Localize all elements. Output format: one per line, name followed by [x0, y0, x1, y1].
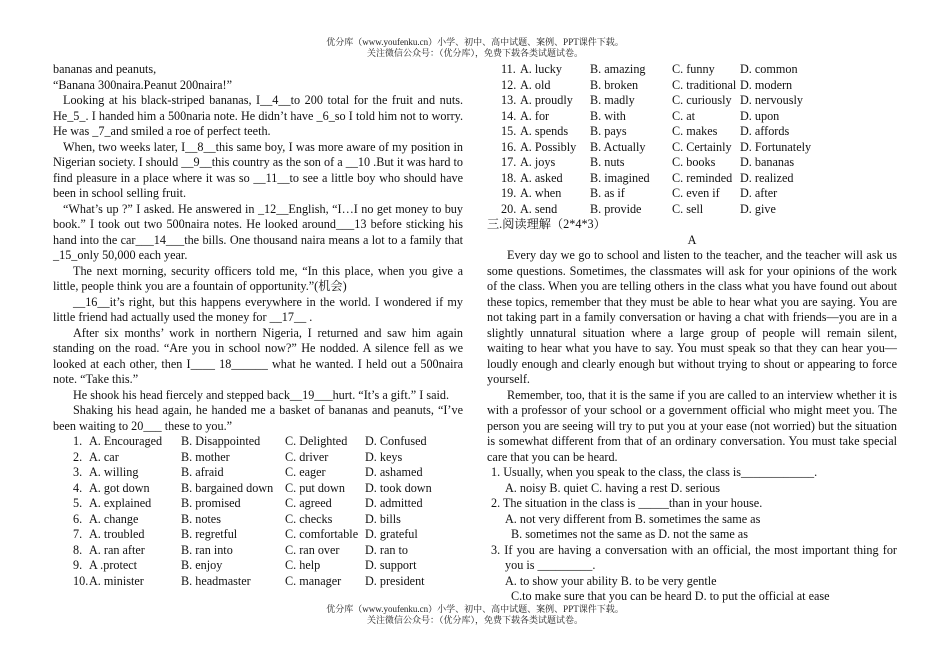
option-choice-d[interactable]: D. common [740, 62, 798, 76]
option-choice-d[interactable]: D. upon [740, 108, 780, 123]
option-number: 20. [501, 201, 517, 216]
option-choice-c[interactable]: C. agreed [285, 496, 332, 510]
reading-section-title: 三.阅读理解（2*4*3） [487, 217, 606, 231]
option-row [53, 465, 463, 481]
header-line-1: 优分库（www.youfenku.cn）小学、初中、高中试题、案例、PPT课件下载。 [326, 37, 624, 47]
option-number: 4. [73, 480, 83, 495]
option-row [53, 496, 463, 512]
option-choice-c[interactable]: C. Delighted [285, 434, 348, 448]
page-header [0, 37, 950, 59]
question-text: 3. If you are having a conversation with an official, the most important thing for you is _________. [491, 542, 897, 572]
option-row [53, 527, 463, 543]
option-number: 10. [73, 573, 89, 588]
option-choice-b[interactable]: B. mother [181, 449, 230, 464]
option-choice-b[interactable]: B. amazing [590, 62, 646, 76]
option-choice-a[interactable]: A. asked [520, 170, 563, 185]
option-choice-c[interactable]: C. funny [672, 62, 715, 76]
option-choice-c[interactable]: C. even if [672, 186, 720, 200]
option-choice-b[interactable]: B. promised [181, 496, 241, 510]
question-text: 1. Usually, when you speak to the class, the class is____________. [491, 465, 818, 479]
option-choice-b[interactable]: B. with [590, 108, 626, 123]
option-choice-a[interactable]: A. joys [520, 155, 556, 169]
option-choice-d[interactable]: D. president [365, 573, 425, 588]
option-row [487, 155, 897, 171]
option-choice-d[interactable]: D. after [740, 186, 778, 200]
option-number: 5. [73, 496, 83, 510]
option-choice-a[interactable]: A. proudly [520, 93, 573, 107]
option-choice-a[interactable]: A. when [520, 186, 562, 200]
passage-paragraph: When, two weeks later, I__8__this same boy, I was more aware of my position in Nigerian society. I should __9__this country as the son of a __10 .But it was hard to find pleasure in a place where it was so __11__to see a little boy who should have been in school selling fruit. [53, 139, 463, 200]
option-choice-b[interactable]: B. madly [590, 93, 635, 107]
option-choice-a[interactable]: A .protect [89, 558, 138, 572]
option-choice-b[interactable]: B. imagined [590, 170, 650, 185]
option-choice-d[interactable]: D. Fortunately [740, 139, 812, 154]
option-choice-c[interactable]: C. put down [285, 480, 345, 495]
reading-paragraph: Remember, too, that it is the same if you are called to an interview whether it is with a professor of your school or a government official who might meet you. The person you are seeing will try to put you at your ease (not worried) but the situation is somewhat different from that of an ordinary conversation. You must take special care that you can be heard. [487, 387, 897, 464]
option-choice-b[interactable]: B. enjoy [181, 558, 223, 572]
question-options: A. noisy B. quiet C. having a rest D. serious [505, 480, 720, 495]
passage-line: bananas and peanuts, [53, 62, 157, 76]
option-choice-c[interactable]: C. sell [672, 201, 704, 216]
option-choice-a[interactable]: A. old [520, 77, 551, 92]
option-choice-c[interactable]: C. ran over [285, 542, 340, 557]
option-choice-a[interactable]: A. Possibly [520, 139, 577, 154]
option-choice-d[interactable]: D. support [365, 558, 417, 572]
option-row [487, 109, 897, 125]
option-choice-d[interactable]: D. give [740, 201, 776, 216]
options-list-right [487, 62, 897, 217]
passage-paragraph: After six months’ work in northern Nigeria, I returned and saw him again standing on the road. “Are you in school now?” He nodded. A silence fell as we looked at each other, then I____ 18______ what he wanted. I held out a 500naira note. “Take this.” [53, 325, 463, 386]
passage-paragraph: __16__it’s right, but this happens everywhere in the world. I wondered if my little friend had actually used the money for __17__ . [53, 294, 463, 324]
option-choice-b[interactable]: B. Disappointed [181, 434, 261, 448]
option-choice-b[interactable]: B. afraid [181, 465, 224, 479]
option-row [53, 434, 463, 450]
option-choice-a[interactable]: A. spends [520, 124, 569, 138]
option-choice-d[interactable]: D. grateful [365, 527, 418, 541]
passage-paragraph: He shook his head fiercely and stepped back__19___hurt. “It’s a gift.” I said. [73, 387, 450, 402]
option-choice-c[interactable]: C. comfortable [285, 527, 359, 541]
option-choice-d[interactable]: D. bananas [740, 155, 795, 169]
option-choice-a[interactable]: A. Encouraged [89, 434, 163, 448]
option-choice-b[interactable]: B. nuts [590, 155, 625, 169]
footer-line-2: 关注微信公众号：（优分库），免费下载各类试题试卷。 [366, 615, 583, 625]
option-choice-b[interactable]: B. Actually [590, 139, 646, 154]
option-choice-a[interactable]: A. ran after [89, 542, 145, 557]
option-choice-c[interactable]: C. driver [285, 449, 329, 464]
option-row [53, 543, 463, 559]
option-number: 11. [501, 62, 516, 76]
option-choice-c[interactable]: C. manager [285, 573, 342, 588]
option-choice-a[interactable]: A. minister [89, 573, 144, 588]
option-number: 18. [501, 170, 517, 185]
option-number: 15. [501, 124, 517, 138]
option-number: 3. [73, 465, 83, 479]
option-row [53, 512, 463, 528]
option-choice-a[interactable]: A. change [89, 511, 139, 526]
reading-questions [487, 465, 897, 605]
passage-paragraph: Shaking his head again, he handed me a basket of bananas and peanuts, “I’ve been waiting to 20___ these to you.” [53, 403, 463, 433]
option-choice-c[interactable]: C. checks [285, 511, 333, 526]
left-column [53, 62, 463, 589]
option-choice-a[interactable]: A. explained [89, 496, 152, 510]
option-row [487, 171, 897, 187]
option-number: 9. [73, 558, 83, 572]
option-choice-c[interactable]: C. makes [672, 124, 718, 138]
option-choice-d[interactable]: D. bills [365, 511, 401, 526]
option-choice-a[interactable]: A. send [520, 201, 558, 216]
option-choice-a[interactable]: A. for [520, 108, 550, 123]
option-choice-d[interactable]: D. nervously [740, 93, 803, 107]
option-choice-a[interactable]: A. got down [89, 480, 150, 495]
option-choice-b[interactable]: B. bargained down [181, 480, 274, 495]
option-choice-b[interactable]: B. regretful [181, 527, 238, 541]
option-row [53, 450, 463, 466]
option-number: 16. [501, 139, 517, 154]
option-row [53, 574, 463, 590]
option-choice-c[interactable]: C. eager [285, 465, 326, 479]
option-choice-b[interactable]: B. pays [590, 124, 627, 138]
option-row [487, 78, 897, 94]
passage-line: “Banana 300naira.Peanut 200naira!” [53, 77, 233, 92]
header-line-2: 关注微信公众号：（优分库），免费下载各类试题试卷。 [366, 48, 583, 58]
option-choice-b[interactable]: B. ran into [181, 542, 233, 557]
option-choice-c[interactable]: C. traditional [672, 77, 737, 92]
option-number: 14. [501, 108, 517, 123]
option-choice-c[interactable]: C. curiously [672, 93, 732, 107]
question-options: A. not very different from B. sometimes the same as [505, 511, 761, 526]
option-number: 1. [73, 434, 83, 448]
option-choice-d[interactable]: D. admitted [365, 496, 423, 510]
passage-paragraph: Looking at his black-striped bananas, I__4__to 200 total for the fruit and nuts. He_5_. I handed him a 500naria note. He didn’t have _6_so I told him not to worry. He was _7_and smiled a roe of perfect teeth. [53, 93, 463, 138]
option-number: 7. [73, 527, 83, 541]
option-choice-d[interactable]: D. ashamed [365, 465, 423, 479]
option-choice-a[interactable]: A. lucky [520, 62, 562, 76]
option-choice-d[interactable]: D. keys [365, 449, 403, 464]
option-choice-c[interactable]: C. reminded [672, 170, 733, 185]
question-options: B. sometimes not the same as D. not the same as [511, 527, 748, 541]
option-number: 8. [73, 542, 83, 557]
option-number: 19. [501, 186, 517, 200]
question-options: A. to show your ability B. to be very gentle [505, 573, 717, 588]
option-choice-b[interactable]: B. broken [590, 77, 639, 92]
question-options: C.to make sure that you can be heard D. to put the official at ease [511, 589, 830, 603]
option-choice-c[interactable]: C. help [285, 558, 321, 572]
option-choice-a[interactable]: A. willing [89, 465, 139, 479]
option-choice-d[interactable]: D. realized [740, 170, 794, 185]
option-number: 13. [501, 93, 517, 107]
option-row [487, 140, 897, 156]
right-column [487, 62, 897, 605]
option-choice-c[interactable]: C. books [672, 155, 716, 169]
option-choice-c[interactable]: C. Certainly [672, 139, 732, 154]
option-row [487, 202, 897, 218]
option-choice-b[interactable]: B. notes [181, 511, 221, 526]
option-row [487, 93, 897, 109]
option-choice-d[interactable]: D. ran to [365, 542, 408, 557]
option-number: 6. [73, 511, 83, 526]
option-row [53, 558, 463, 574]
option-row [487, 124, 897, 140]
option-choice-b[interactable]: B. headmaster [181, 573, 251, 588]
option-choice-d[interactable]: D. took down [365, 480, 432, 495]
option-choice-d[interactable]: D. modern [740, 77, 793, 92]
option-choice-a[interactable]: A. troubled [89, 527, 145, 541]
option-row [53, 481, 463, 497]
option-row [487, 186, 897, 202]
option-choice-b[interactable]: B. as if [590, 186, 625, 200]
option-choice-d[interactable]: D. Confused [365, 434, 427, 448]
page-footer [0, 604, 950, 626]
reading-paragraph: Every day we go to school and listen to the teacher, and the teacher will ask us some questions. Sometimes, the classmates will ask for your opinions of the work of the class. When you are telling others in the class what you have found out about these topics, remember that they must be able to hear what you are saying. You are not taking part in a family conversation or having a chat with friends—you are in a slightly unnatural situation where a large group of people will remain silent, waiting to hear what you have to say. You must speak so that they can hear you—loudly enough and clearly enough but without trying to shout or appearing to force yourself. [487, 248, 897, 386]
option-row [487, 62, 897, 78]
option-choice-a[interactable]: A. car [89, 449, 119, 464]
passage-paragraph: “What’s up ?” I asked. He answered in _12__English, “I…I no get money to buy book.” I took out two 500naira notes. He looked around___13 before sticking his hand into the car___14___the bills. One thousand naira means a lot to a family that _15_only 50,000 each year. [53, 201, 463, 262]
option-choice-c[interactable]: C. at [672, 108, 696, 123]
passage-paragraph: The next morning, security officers told me, “In this place, when you give a little, people think you are a fountain of opportunity.”(机会) [53, 263, 463, 293]
options-list-left [53, 434, 463, 589]
option-number: 2. [73, 449, 83, 464]
reading-part-label: A [687, 232, 697, 247]
option-choice-b[interactable]: B. provide [590, 201, 642, 216]
option-choice-d[interactable]: D. affords [740, 124, 790, 138]
option-number: 12. [501, 77, 517, 92]
option-number: 17. [501, 155, 517, 169]
question-text: 2. The situation in the class is _____than in your house. [491, 496, 763, 510]
footer-line-1: 优分库（www.youfenku.cn）小学、初中、高中试题、案例、PPT课件下载。 [326, 604, 624, 614]
